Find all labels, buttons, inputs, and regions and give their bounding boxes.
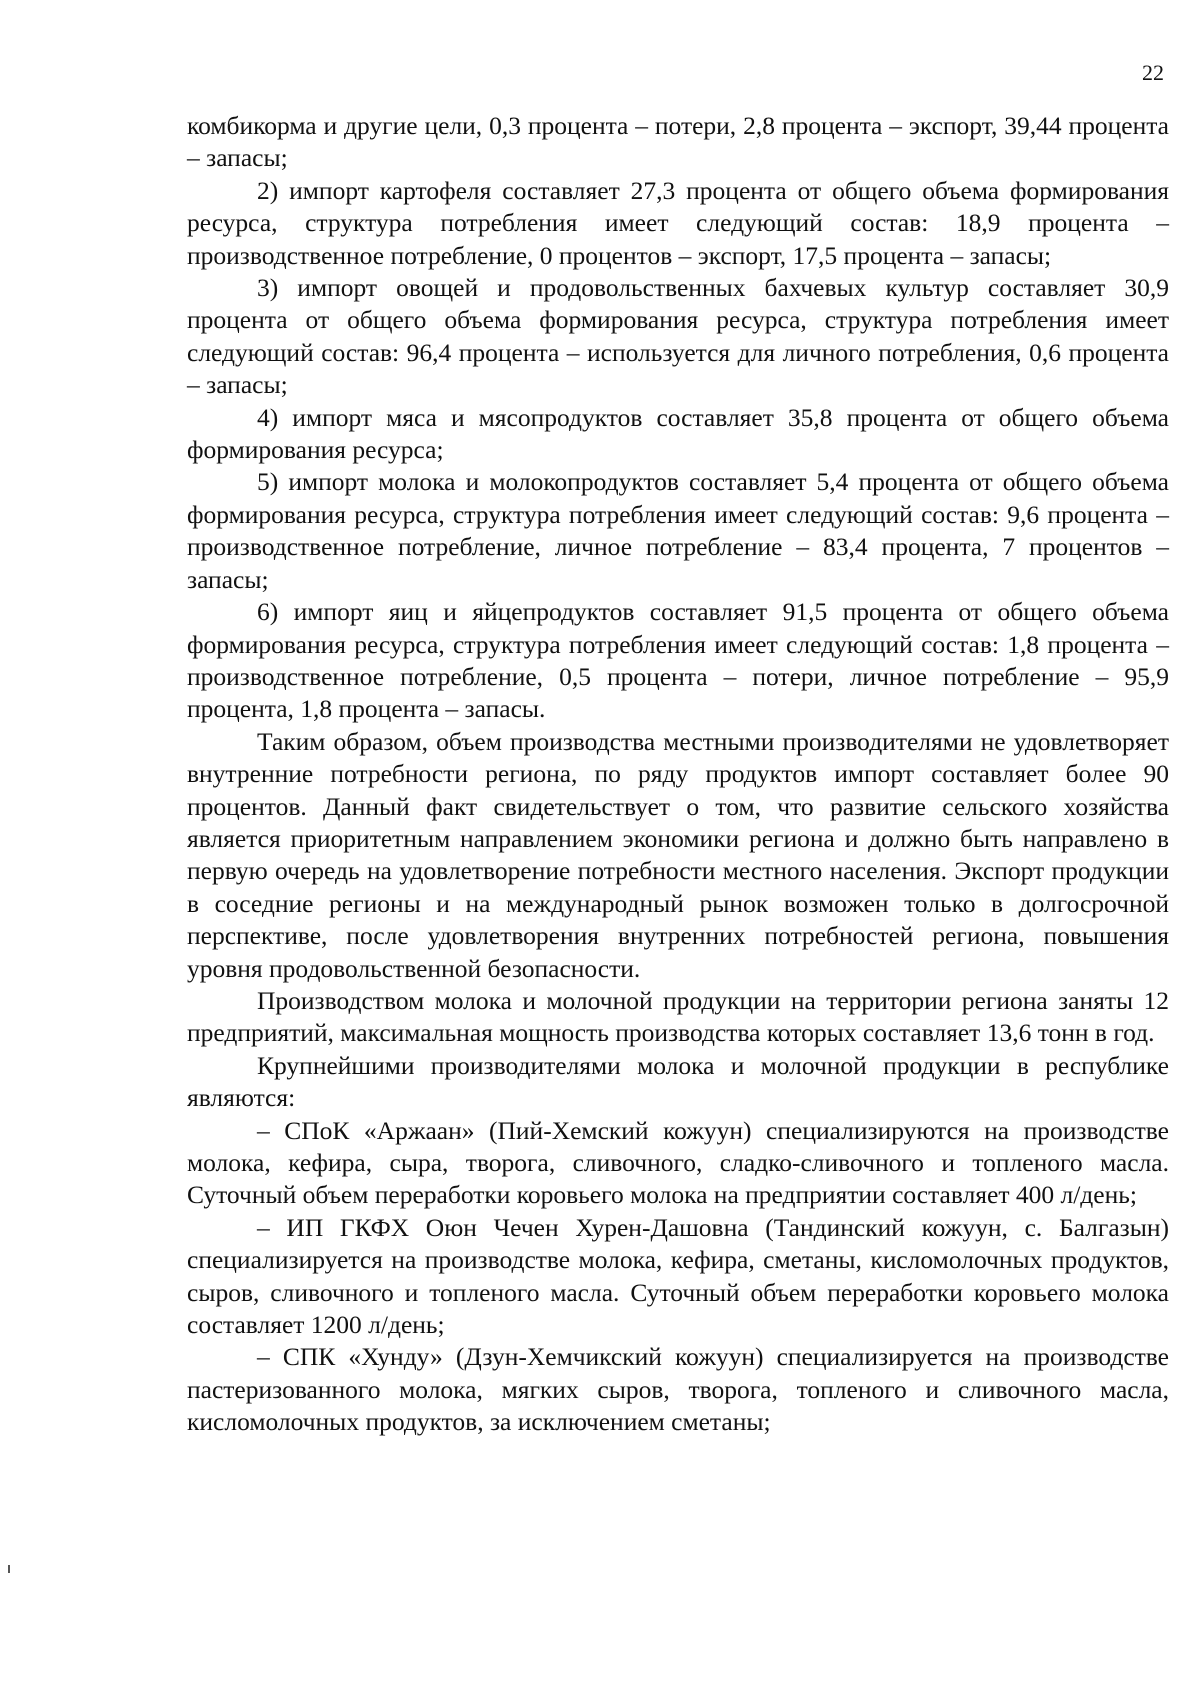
list-item-arzhaan: – СПоК «Аржаан» (Пий-Хемский кожуун) специализируются на производстве молока, кефира, сыра, творога, сливочного, сладко-сливочного и топленого масла. Суточный объем переработки коровьего молока на предприятии составляет 400 л/день; xyxy=(187,1115,1169,1210)
body-text xyxy=(187,110,1169,1439)
paragraph-item-5-milk: 5) импорт молока и молокопродуктов составляет 5,4 процента от общего объема формирования ресурса, структура потребления имеет следующий состав: 9,6 процента – производственное потребление, личное потребление – 83,4 процента, 7 процентов – запасы; xyxy=(187,467,1169,594)
paragraph-item-6-eggs: 6) импорт яиц и яйцепродуктов составляет 91,5 процента от общего объема формирования ресурса, структура потребления имеет следующий состав: 1,8 процента – производственное потребление, 0,5 процента – потери, личное потребление – 95,9 процента, 1,8 процента – запасы. xyxy=(187,597,1169,724)
paragraph-conclusion: Таким образом, объем производства местными производителями не удовлетворяет внутренние потребности региона, по ряду продуктов импорт составляет более 90 процентов. Данный факт свидетельствует о том, что развитие сельского хозяйства является приоритетным направлением экономики региона и должно быть направлено в первую очередь на удовлетворение потребности местного населения. Экспорт продукции в соседние регионы и на международный рынок возможен только в долгосрочной перспективе, после удовлетворения внутренних потребностей региона, повышения уровня продовольственной безопасности. xyxy=(187,726,1169,983)
paragraph-continuation: комбикорма и другие цели, 0,3 процента – потери, 2,8 процента – экспорт, 39,44 процента – запасы; xyxy=(187,111,1169,173)
list-item-oyun: – ИП ГКФХ Оюн Чечен Хурен-Дашовна (Тандинский кожуун, с. Балгазын) специализируется на производстве молока, кефира, сметаны, кисломолочных продуктов, сыров, сливочного и топленого масла. Суточный объем переработки коровьего молока составляет 1200 л/день; xyxy=(187,1212,1169,1340)
paragraph-dairy-enterprises: Производством молока и молочной продукции на территории региона заняты 12 предприятий, максимальная мощность производства которых составляет 13,6 тонн в год. xyxy=(187,985,1169,1048)
page-number: 22 xyxy=(1142,60,1164,85)
paragraph-item-2-potatoes: 2) импорт картофеля составляет 27,3 процента от общего объема формирования ресурса, структура потребления имеет следующий состав: 18,9 процента – производственное потребление, 0 процентов – экспорт, 17,5 процента – запасы; xyxy=(187,175,1169,270)
paragraph-item-4-meat: 4) импорт мяса и мясопродуктов составляет 35,8 процента от общего объема формирования ресурса; xyxy=(187,402,1169,465)
paragraph-item-3-vegetables: 3) импорт овощей и продовольственных бахчевых культур составляет 30,9 процента от общего объема формирования ресурса, структура потребления имеет следующий состав: 96,4 процента – используется для личного потребления, 0,6 процента – запасы; xyxy=(187,273,1169,400)
scan-margin-mark xyxy=(8,1565,10,1573)
paragraph-largest-producers: Крупнейшими производителями молока и молочной продукции в республике являются: xyxy=(187,1050,1169,1113)
list-item-khundu: – СПК «Хунду» (Дзун-Хемчикский кожуун) специализируется на производстве пастеризованного молока, мягких сыров, творога, топленого и сливочного масла, кисломолочных продуктов, за исключением сметаны; xyxy=(187,1342,1169,1437)
